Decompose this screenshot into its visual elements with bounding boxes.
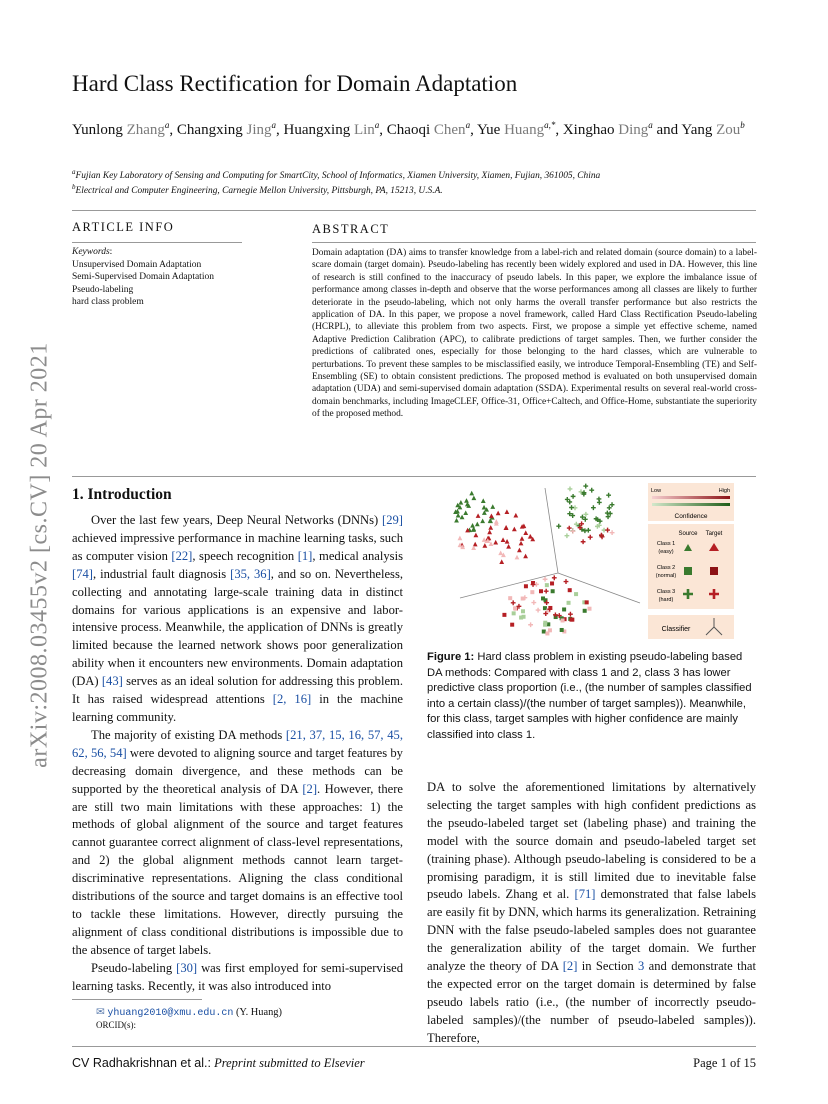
- class2-marker: [567, 601, 571, 605]
- class2-source-marker: [684, 567, 692, 575]
- class3-marker: [591, 505, 596, 510]
- class2-marker: [585, 600, 589, 604]
- email-link[interactable]: yhuang2010@xmu.edu.cn: [107, 1008, 234, 1019]
- keyword: Unsupervised Domain Adaptation: [72, 259, 202, 270]
- abstract-heading: ABSTRACT: [312, 222, 390, 236]
- citation-link[interactable]: 3: [638, 959, 645, 974]
- class1-marker: [520, 536, 525, 541]
- divider: [72, 210, 756, 211]
- class2-marker: [551, 589, 555, 593]
- affiliation-b: $^b$Electrical and Computer Engineering, Carnegie Mellon University, Pittsburgh, PA, 15213, U.S.A.: [72, 183, 443, 197]
- citation-link[interactable]: [2]: [302, 781, 318, 796]
- citation-link[interactable]: [2, 16]: [272, 692, 312, 707]
- confidence-gradient-red: [652, 496, 730, 499]
- class2-marker: [508, 596, 512, 600]
- class1-marker: [493, 540, 498, 545]
- class3-label: Class 3: [656, 589, 676, 595]
- class2-marker: [569, 618, 573, 622]
- class3-marker: [565, 497, 570, 502]
- class1-marker: [489, 513, 494, 518]
- citation-link[interactable]: [43]: [101, 674, 123, 689]
- class1-marker: [505, 539, 510, 544]
- class3-marker: [567, 526, 572, 531]
- class3-marker: [586, 528, 591, 533]
- class1-marker: [517, 548, 522, 553]
- class1-marker: [499, 559, 504, 564]
- class2-marker: [502, 613, 506, 617]
- decision-boundary: [545, 488, 558, 573]
- class3-marker: [583, 484, 588, 489]
- author-name: Xinghao Ding$^a$: [562, 120, 653, 138]
- class1-marker: [504, 525, 509, 530]
- class1-marker: [476, 513, 481, 518]
- confidence-gradient-green: [652, 503, 730, 506]
- class1-marker: [470, 523, 475, 528]
- class3-marker: [610, 530, 615, 535]
- divider: [72, 242, 242, 243]
- class3-marker: [568, 612, 573, 617]
- class1-marker: [463, 510, 468, 515]
- author-name: Huangxing Lin$^a$: [283, 120, 380, 138]
- class3-marker: [543, 577, 548, 582]
- class2-marker: [568, 588, 572, 592]
- decision-boundary: [460, 573, 558, 598]
- page-number: Page 1 of 15: [693, 1056, 756, 1070]
- class3-marker: [571, 494, 576, 499]
- class2-marker: [543, 623, 547, 627]
- citation-link[interactable]: [71]: [574, 887, 596, 902]
- citation-link[interactable]: [1]: [297, 548, 313, 563]
- keyword: hard class problem: [72, 297, 144, 307]
- class1-marker: [469, 491, 474, 496]
- paragraph: The majority of existing DA methods [21, 37, 15, 16, 57, 45, 62, 56, 54] were devoted to aligning source and target features by decreasing domain divergence, and these methods can be supported by the theoretical analysis of DA [2]. However, there are still two main limitations with these approaches: 1) the methods of global alignment of the source and target features cannot guarantee correct alignment of class-level representations, and 2) the global alignment methods cannot learn target-discriminative representations. Aligning the class conditional distributions of the source and target domains is an effective tool to tackle these limitations. However, directly pursuing the alignment of class conditional distributions is impossible due to the absence of target labels.: [72, 727, 404, 957]
- class1-marker: [488, 525, 493, 530]
- class3-marker: [610, 502, 615, 507]
- class2-sublabel: (normal): [655, 573, 677, 579]
- class3-marker: [556, 524, 561, 529]
- class3-marker: [607, 505, 612, 510]
- class2-marker: [587, 607, 591, 611]
- paragraph: DA to solve the aforementioned limitations by alternatively selecting the target samples with high confident predictions as the pseudo-labeled target set (labeling phase) and training the model with the source domain and pseudo-labeled target set (training phase). Although pseudo-labeling is considered to be a promising paradigm, it is still limited due to inevitable false pseudo labels. Zhang et al. [71] demonstrated that false labels are easily fit by DNN, which harms its generalization. Retraining DNN with the false pseudo-labeled samples does not guarantee the generalization ability of the target domain. We further analyze the theory of DA [2] in Section 3 and demonstrate that the expected error on the target domain is determined by false pseudo labels ratio (i.e., (the number of incorrectly pseudo-labeled samples)/(the number of pseudo-labeled samples)). Therefore,: [427, 780, 756, 1045]
- class3-marker: [567, 500, 572, 505]
- class1-marker: [454, 518, 459, 523]
- class1-marker: [494, 519, 499, 524]
- class3-marker: [565, 533, 570, 538]
- source-label: Source: [678, 531, 698, 537]
- class3-marker: [528, 622, 533, 627]
- class3-marker: [571, 529, 576, 534]
- class1-marker: [523, 554, 528, 559]
- class2-marker: [542, 630, 546, 634]
- class2-marker: [539, 589, 543, 593]
- class2-marker: [510, 623, 514, 627]
- citation-link[interactable]: [35, 36]: [230, 566, 271, 581]
- decision-boundary: [558, 573, 640, 603]
- class3-marker: [568, 487, 573, 492]
- high-label: High: [718, 488, 730, 494]
- class2-marker: [560, 628, 564, 632]
- citation-link[interactable]: [30]: [176, 960, 198, 975]
- affiliation-a: $^a$Fujian Key Laboratory of Sensing and Computing for SmartCity, School of Informatics, Xiamen University, Xiamen, Fujian, 361005, China: [72, 168, 601, 182]
- class1-marker: [506, 544, 511, 549]
- class1-marker: [480, 518, 485, 523]
- class1-marker: [482, 543, 487, 548]
- class1-marker: [487, 530, 492, 535]
- class1-marker: [523, 530, 528, 535]
- scatter-plot: [453, 484, 640, 636]
- class1-label: Class 1: [656, 541, 676, 547]
- figure-caption: Figure 1: Hard class problem in existing pseudo-labeling based DA methods: Compared with class 1 and 2, class 3 has lower predictive class proportion (i.e., (the number of samples classified into a certain class)/(the number of target samples)). Meanwhile, for this class, target samples with higher confidence are mainly classified into class 1.: [427, 651, 752, 741]
- class2-marker: [543, 606, 547, 610]
- author-name: Chaoqi Chen$^a$: [386, 120, 471, 138]
- mail-icon: ✉: [96, 1007, 105, 1018]
- keyword: Semi-Supervised Domain Adaptation: [72, 272, 214, 282]
- paragraph: Pseudo-labeling [30] was first employed for semi-supervised learning tasks. Recently, it was also introduced into: [72, 960, 403, 993]
- class1-marker: [473, 533, 478, 538]
- low-label: Low: [651, 488, 662, 494]
- footer-rule: [72, 1046, 756, 1047]
- class3-marker: [588, 535, 593, 540]
- class1-marker: [512, 527, 517, 532]
- citation-link[interactable]: [21, 37, 15, 16, 57, 45, 62, 56, 54]: [72, 727, 404, 760]
- class1-marker: [460, 515, 465, 520]
- class1-sublabel: (easy): [658, 549, 674, 555]
- abstract-text: Domain adaptation (DA) aims to transfer knowledge from a label-rich and related domain (source domain) to a label-scare domain (target domain). Pseudo-labeling has recently been widely explored and used in DA. However, this line of research is still confined to the inaccuracy of pseudo labels. In this paper, we explore the imbalance issue of performance among classes in-depth and observe that the worse performances among all classes are likely to further deteriorate in the pseudo-labeling, which not only harms the overall transfer performance but also restricts the application of DA. In this paper, we propose a novel framework, called Hard Class Rectification Pseudo-labeling (HCRPL), to alleviate this problem from two aspects. First, we propose a simple yet effective scheme, named Adaptive Prediction Calibration (APC), to calibrate predictions of target samples. Then, we further consider the predictions of calibrated ones, especially for those belonging to the hard classes, which are vulnerable to perturbations. To prevent these samples to be misclassified easily, we introduce Temporal-Ensembling (TE) and Self-Ensembling (SE) to obtain consistent predictions. The proposed method is evaluated on both unsupervised domain adaptation (UDA) and semi-supervised domain adaptation (SSDA). Experimental results on several real-world cross-domain benchmarks, including ImageCLEF, Office-31, Office+Caltech, and Office-Home, substantiate the superiority of the proposed method.: [312, 248, 757, 420]
- class1-marker: [504, 509, 509, 514]
- divider: [72, 476, 756, 477]
- class1-marker: [471, 495, 476, 500]
- class3-marker: [552, 575, 557, 580]
- class1-marker: [519, 541, 524, 546]
- class3-marker: [605, 528, 610, 533]
- class2-marker: [512, 611, 516, 615]
- orcid-label: ORCID(s):: [96, 1020, 136, 1030]
- class3-marker: [606, 493, 611, 498]
- author-name: Changxing Jing$^a$: [176, 120, 277, 138]
- author-list: Yunlong Zhang$^a$, Changxing Jing$^a$, Huangxing Lin$^a$, Chaoqi Chen$^a$, Yue Huang$^{a,*}$, Xinghao Ding$^a$ and Yang Zou$^b$: [72, 120, 745, 138]
- class3-marker: [536, 608, 541, 613]
- class2-marker: [583, 609, 587, 613]
- keyword: Pseudo-labeling: [72, 284, 134, 295]
- citation-link[interactable]: [2]: [562, 959, 578, 974]
- footnote-rule: [72, 999, 202, 1000]
- class2-marker: [561, 618, 565, 622]
- citation-link[interactable]: [29]: [382, 513, 403, 527]
- section-heading: 1. Introduction: [72, 486, 172, 503]
- class3-marker: [581, 539, 586, 544]
- class2-marker: [562, 607, 566, 611]
- class2-marker: [550, 581, 554, 585]
- class1-marker: [515, 555, 520, 560]
- class3-marker: [569, 505, 574, 510]
- footer-authors: CV Radhakrishnan et al.: Preprint submitted to Elsevier: [72, 1056, 365, 1070]
- citation-link[interactable]: [74]: [72, 566, 93, 581]
- class2-target-marker: [710, 567, 718, 575]
- class2-marker: [530, 590, 534, 594]
- target-label: Target: [705, 531, 723, 537]
- classifier-label: Classifier: [661, 626, 691, 633]
- class3-marker: [597, 500, 602, 505]
- keywords-block: Keywords: Unsupervised Domain Adaptation Semi-Supervised Domain Adaptation Pseudo-labeling hard class problem: [72, 246, 242, 309]
- class2-marker: [521, 609, 525, 613]
- class1-marker: [482, 505, 487, 510]
- paper-title: Hard Class Rectification for Domain Adaptation: [72, 71, 518, 96]
- class1-marker: [490, 504, 495, 509]
- class2-marker: [574, 592, 578, 596]
- figure-1-illustration: [440, 483, 736, 641]
- class3-marker: [544, 589, 549, 594]
- author-name: Yunlong Zhang$^a$: [72, 120, 170, 138]
- divider: [312, 242, 756, 243]
- footnote: ✉ yhuang2010@xmu.edu.cn (Y. Huang): [96, 1007, 282, 1019]
- introduction-text: [72, 512, 403, 995]
- right-column-text: [427, 779, 756, 1048]
- arxiv-identifier: arXiv:2008.03455v2 [cs.CV] 20 Apr 2021: [26, 342, 53, 768]
- class2-marker: [519, 616, 523, 620]
- class2-marker: [513, 606, 517, 610]
- class2-marker: [545, 583, 549, 587]
- author-name: Yang Zou$^b$: [681, 120, 745, 138]
- class3-marker: [583, 512, 588, 517]
- class1-marker: [458, 536, 463, 541]
- paragraph: Over the last few years, Deep Neural Networks (DNNs) [29] achieved impressive performance in machine learning tasks, such as computer vision [22], speech recognition [1], medical analysis [74], industrial fault diagnosis [35, 36], and so on. Nevertheless, collecting and annotating large-scale training data in distinct domains for various applications is an expensive and labor-intensive process. Meanwhile, the application of DNNs is greatly limited because the learned network shows poor generalization ability when it encounters new environments. Domain adaptation (DA) [43] serves as an ideal solution for addressing this problem. It has raised widespread attentions [2, 16] in the machine learning community.: [72, 513, 404, 724]
- class3-sublabel: (hard): [658, 597, 674, 603]
- class1-marker: [482, 537, 487, 542]
- class3-marker: [531, 600, 536, 605]
- class1-marker: [475, 522, 480, 527]
- class1-marker: [513, 513, 518, 518]
- class1-marker: [464, 498, 469, 503]
- class1-marker: [501, 537, 506, 542]
- class3-marker: [511, 600, 516, 605]
- class1-marker: [496, 511, 501, 516]
- class3-marker: [564, 579, 569, 584]
- class1-marker: [498, 551, 503, 556]
- class1-marker: [458, 500, 463, 505]
- confidence-label: Confidence: [674, 513, 708, 520]
- citation-link[interactable]: [22]: [171, 548, 193, 563]
- class3-marker: [589, 488, 594, 493]
- class2-marker: [548, 628, 552, 632]
- class1-marker: [481, 498, 486, 503]
- class2-marker: [524, 584, 528, 588]
- class2-label: Class 2: [656, 565, 676, 571]
- article-info-heading: ARTICLE INFO: [72, 220, 175, 234]
- author-name: Yue Huang$^{a,*}$: [477, 120, 556, 138]
